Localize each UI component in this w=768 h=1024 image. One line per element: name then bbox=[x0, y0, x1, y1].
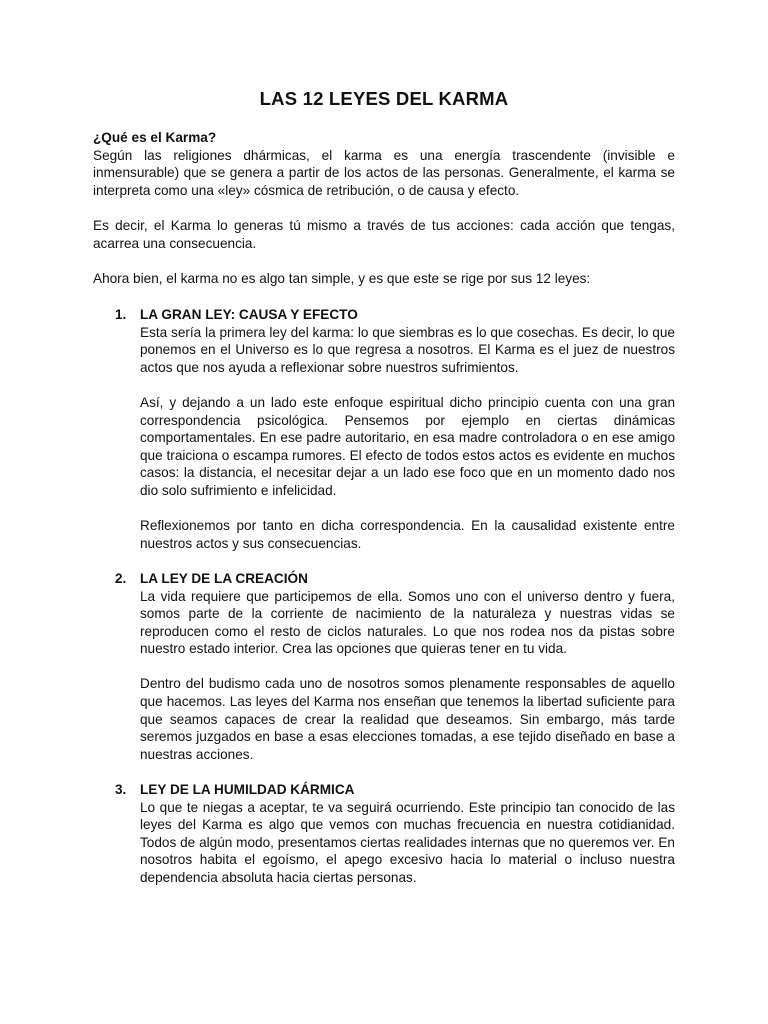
law-paragraph: Lo que te niegas a aceptar, te va seguirá ocurriendo. Este principio tan conocido de las leyes del Karma es algo que vemos con muchas frecuencia en nuestra cotidianidad. Todos de algún modo, presentamos ciertas realidades internas que no queremos ver. En nosotros habita el egoísmo, el apego excesivo hacia lo material o incluso nuestra dependencia absoluta hacia ciertas personas. bbox=[140, 799, 675, 885]
law-paragraph: Esta sería la primera ley del karma: lo que siembras es lo que cosechas. Es decir, lo que ponemos en el Universo es lo que regresa a nosotros. El Karma es el juez de nuestros actos que nos ayuda a reflexionar sobre nuestros sufrimientos. bbox=[140, 324, 675, 375]
law-paragraph: Reflexionemos por tanto en dicha correspondencia. En la causalidad existente entre nuestros actos y sus consecuencias. bbox=[140, 518, 675, 551]
law-number: 3. bbox=[115, 782, 127, 798]
intro-paragraph: Según las religiones dhármicas, el karma es una energía trascendente (invisible e inmensurable) que se genera a partir de los actos de las personas. Generalmente, el karma se interpreta como una «ley» cósmica de retribución, o de causa y efecto. bbox=[93, 147, 675, 198]
law-item bbox=[115, 306, 675, 552]
law-title: LA GRAN LEY: CAUSA Y EFECTO bbox=[140, 307, 358, 322]
intro-section bbox=[93, 129, 675, 305]
intro-paragraph: Ahora bien, el karma no es algo tan simple, y es que este se rige por sus 12 leyes: bbox=[93, 270, 591, 286]
law-item bbox=[115, 781, 675, 887]
law-title: LEY DE LA HUMILDAD KÁRMICA bbox=[140, 782, 355, 798]
law-paragraph: Así, y dejando a un lado este enfoque espiritual dicho principio cuenta con una gran correspondencia psicológica. Pensemos por ejemplo en ciertas dinámicas comportamentales. En ese padre autoritario, en esa madre controladora o en ese amigo que traiciona o escampa rumores. El efecto de todos estos actos es evidente en muchos casos: la distancia, el necesitar dejar a un lado ese foco que en un momento dado nos dio solo sufrimiento e infelicidad. bbox=[140, 394, 675, 498]
document-title: LAS 12 LEYES DEL KARMA bbox=[259, 88, 509, 109]
intro-paragraph: Es decir, el Karma lo generas tú mismo a través de tus acciones: cada acción que tengas, acarrea una consecuencia. bbox=[93, 217, 675, 251]
law-number: 2. bbox=[115, 570, 127, 586]
law-paragraph: La vida requiere que participemos de ella. Somos uno con el universo dentro y fuera, somos parte de la corriente de nacimiento de la naturaleza y nuestras vidas se reproducen como el resto de ciclos naturales. Lo que nos rodea nos da pistas sobre nuestro estado interior. Crea las opciones que quieras tener en tu vida. bbox=[140, 588, 675, 657]
law-number: 1. bbox=[115, 307, 127, 322]
law-title: LA LEY DE LA CREACIÓN bbox=[140, 570, 308, 586]
laws-list bbox=[115, 306, 675, 904]
law-item bbox=[115, 570, 675, 764]
law-paragraph: Dentro del budismo cada uno de nosotros somos plenamente responsables de aquello que hacemos. Las leyes del Karma nos enseñan que tenemos la libertad suficiente para que seamos capaces de crear la realidad que deseamos. Sin embargo, más tarde seremos juzgados en base a esas elecciones tomadas, a ese tejido diseñado en base a nuestras acciones. bbox=[140, 676, 675, 762]
intro-heading: ¿Qué es el Karma? bbox=[93, 130, 217, 145]
